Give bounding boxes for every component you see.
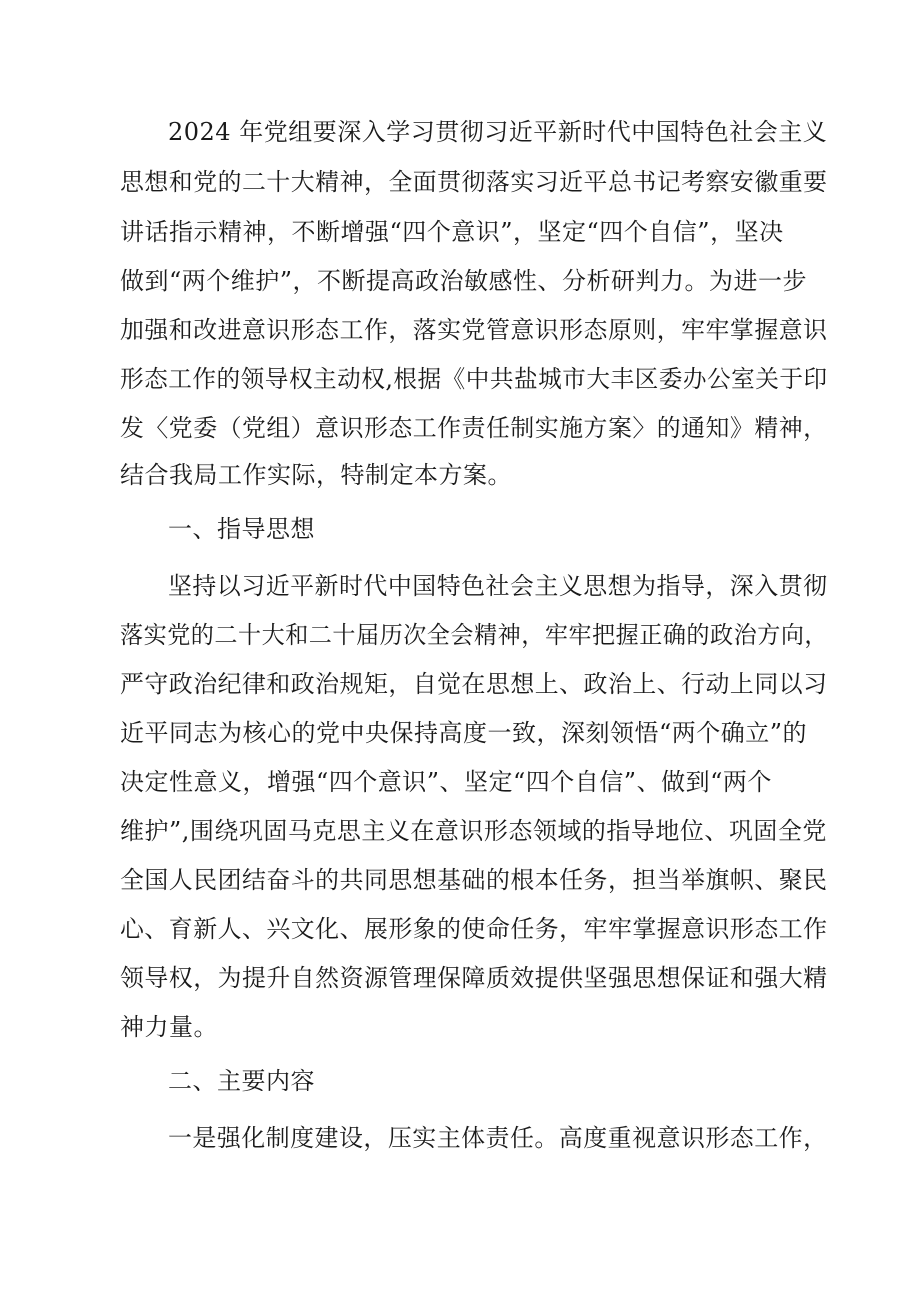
intro-line-2: 思想和党的二十大精神，全面贯彻落实习近平总书记考察安徽重要: [120, 168, 828, 196]
intro-line-6: 形态工作的领导权主动权,根据《中共盐城市大丰区委办公室关于印: [120, 365, 828, 393]
intro-line-7: 发〈党委（党组）意识形态工作责任制实施方案〉的通知》精神，: [120, 414, 828, 442]
section2-line-1: 一是强化制度建设，压实主体责任。高度重视意识形态工作，: [168, 1124, 828, 1152]
intro-line-1: 2024 年党组要深入学习贯彻习近平新时代中国特色社会主义: [168, 118, 828, 146]
intro-line-5: 加强和改进意识形态工作，落实党管意识形态原则，牢牢掌握意识: [120, 316, 828, 344]
section1-line-4: 近平同志为核心的党中央保持高度一致，深刻领悟“两个确立”的: [120, 719, 808, 747]
section1-line-1: 坚持以习近平新时代中国特色社会主义思想为指导，深入贯彻: [168, 572, 828, 600]
section1-heading: 一、指导思想: [168, 515, 315, 543]
section1-line-5: 决定性意义，增强“四个意识”、坚定“四个自信”、做到“两个: [120, 768, 772, 796]
section1-line-10: 神力量。: [120, 1013, 218, 1041]
section1-line-7: 全国人民团结奋斗的共同思想基础的根本任务，担当举旗帜、聚民: [120, 866, 828, 894]
section2-heading: 二、主要内容: [168, 1067, 315, 1095]
section1-line-3: 严守政治纪律和政治规矩，自觉在思想上、政治上、行动上同以习: [120, 670, 828, 698]
section1-line-6: 维护”,围绕巩固马克思主义在意识形态领域的指导地位、巩固全党: [120, 817, 827, 845]
section1-line-9: 领导权，为提升自然资源管理保障质效提供坚强思想保证和强大精: [120, 964, 828, 992]
intro-line-3: 讲话指示精神，不断增强“四个意识”，坚定“四个自信”，坚决: [120, 218, 784, 246]
section1-line-8: 心、育新人、兴文化、展形象的使命任务，牢牢掌握意识形态工作: [120, 915, 828, 943]
intro-line-8: 结合我局工作实际，特制定本方案。: [120, 461, 512, 489]
section1-line-2: 落实党的二十大和二十届历次全会精神，牢牢把握正确的政治方向，: [120, 621, 829, 649]
intro-line-4: 做到“两个维护”，不断提高政治敏感性、分析研判力。为进一步: [120, 267, 808, 295]
